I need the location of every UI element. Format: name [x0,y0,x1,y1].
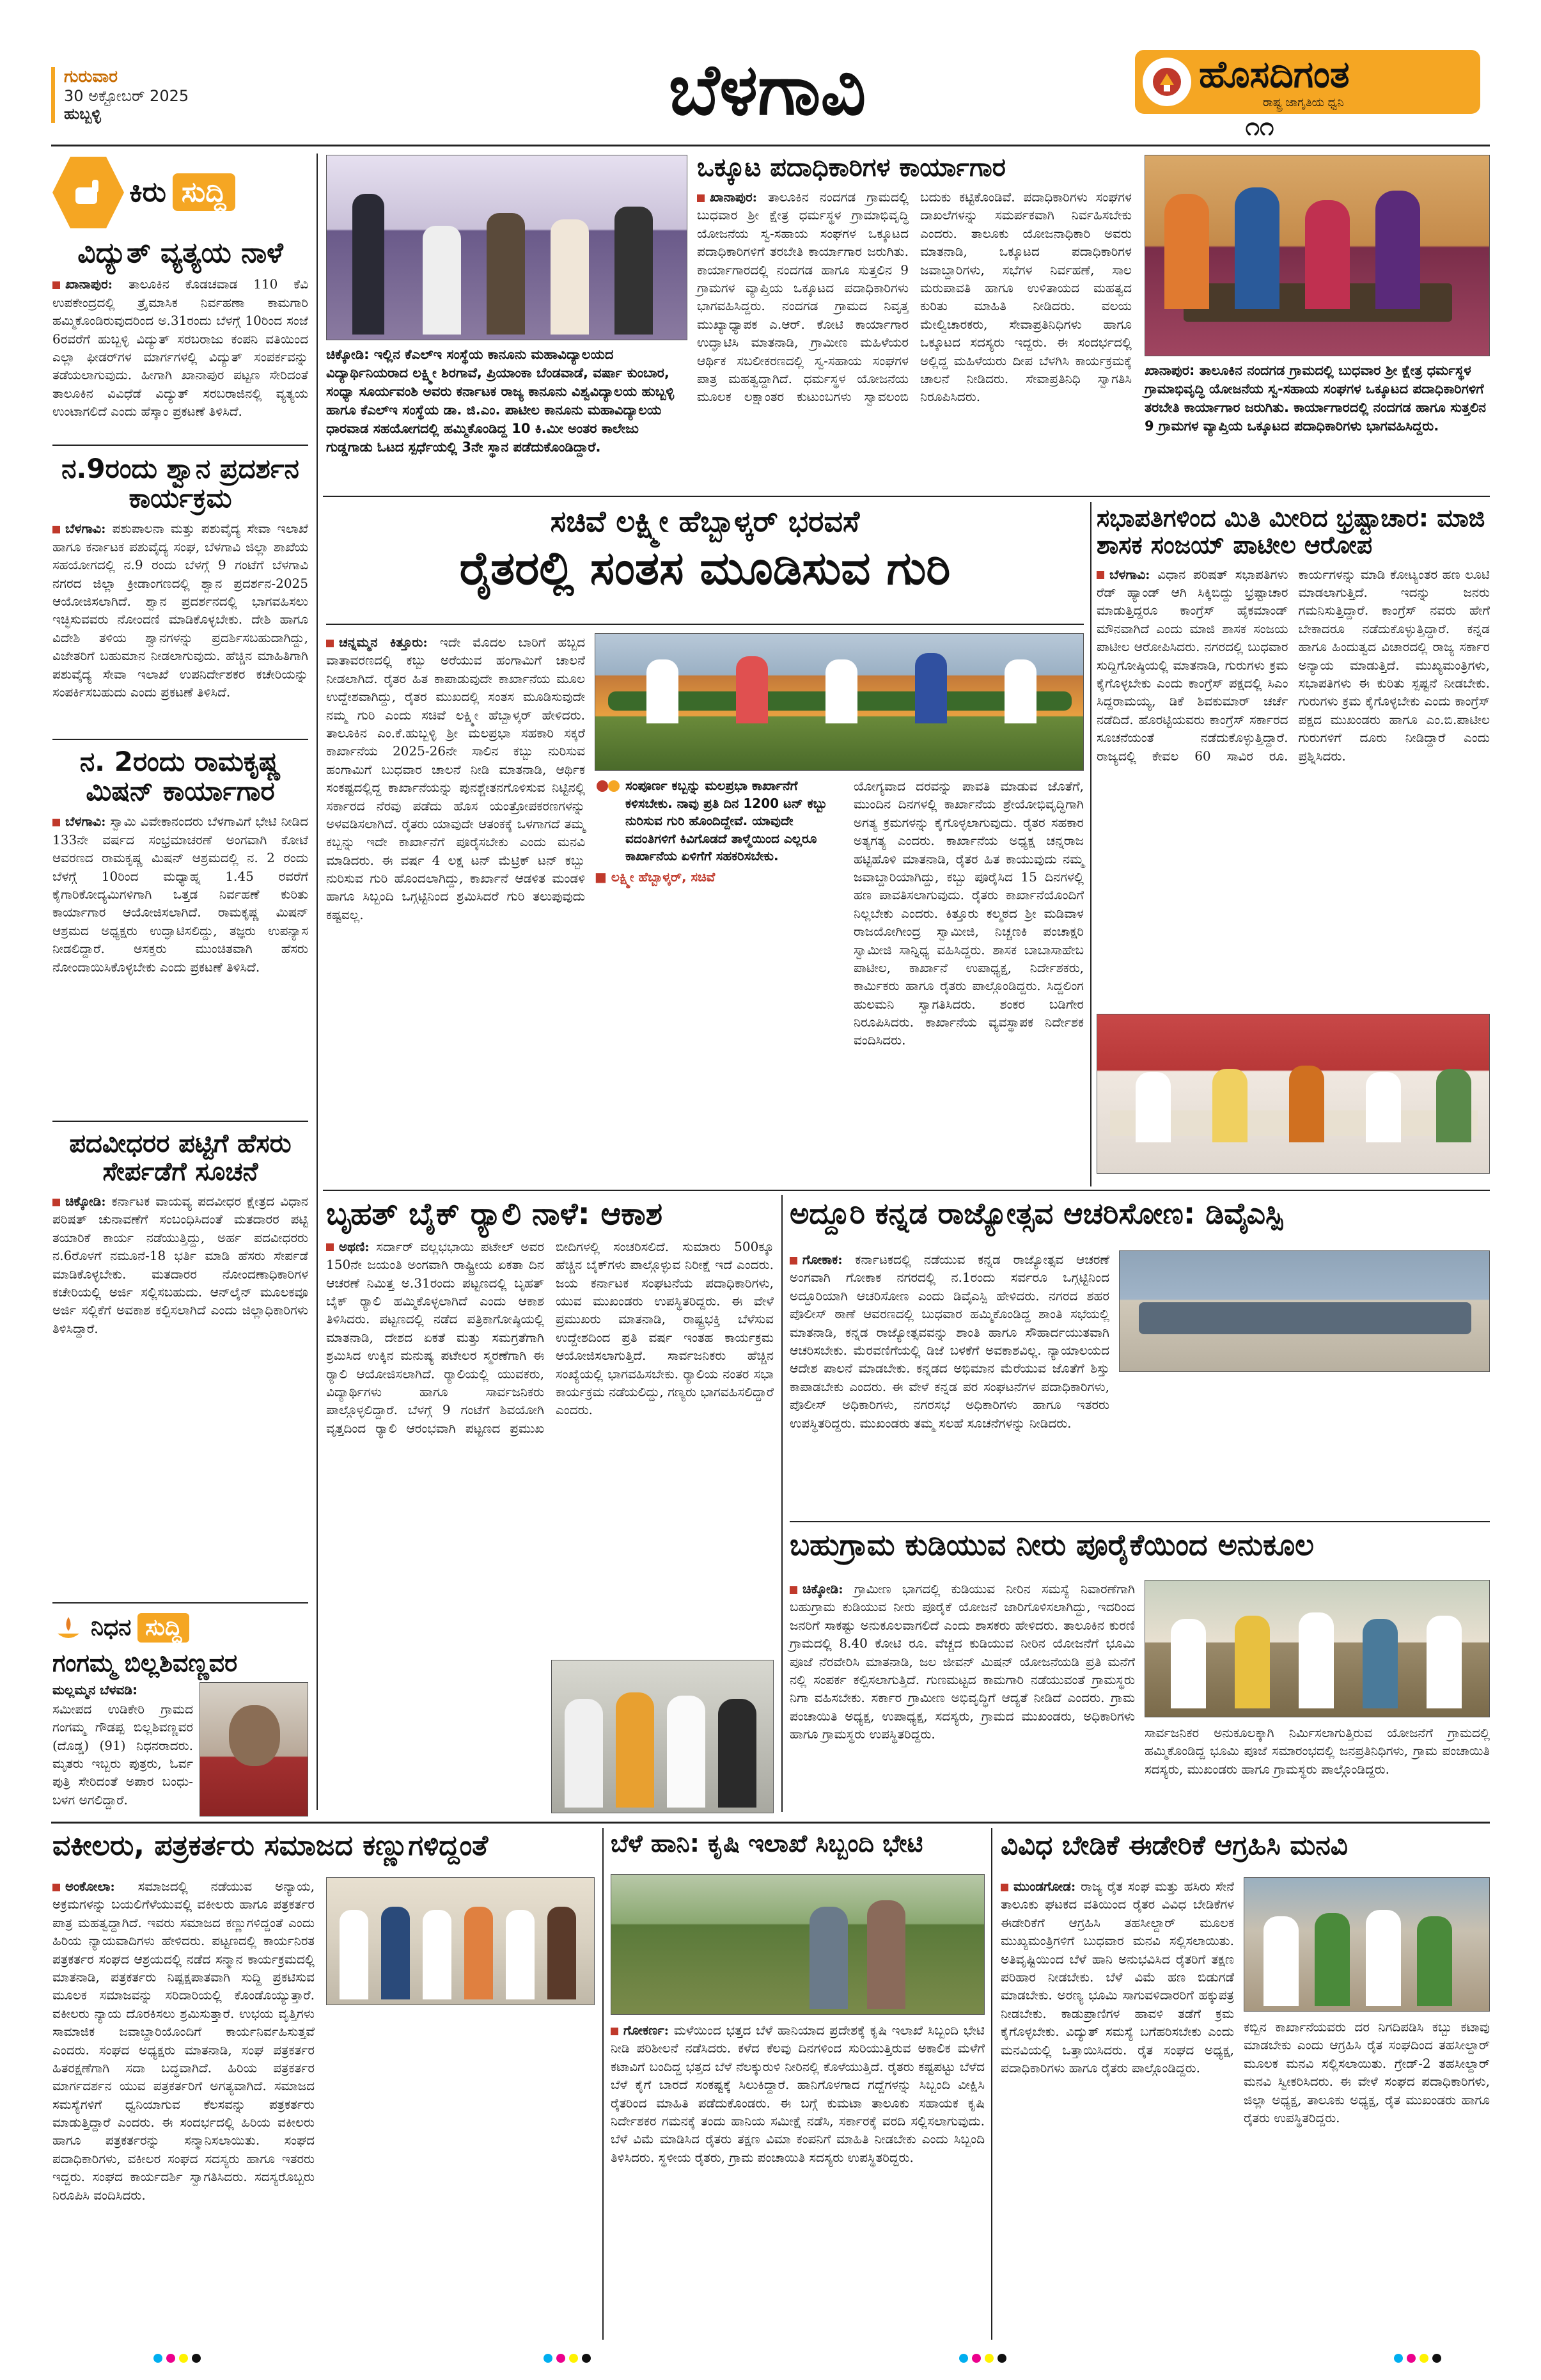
dateline: ಬೆಳಗಾವಿ: [1109,566,1150,582]
column-rule [991,1828,992,2340]
obit-body: ಸಮೀಪದ ಉಡಿಕೇರಿ ಗ್ರಾಮದ ಗಂಗಮ್ಮ ಗೌಡಪ್ಪ ಬಿಲ್ಲಶಿವಣ್ಣವರ (ದೊಡ್ಡ) (91) ನಿಧನರಾದರು. ಮೃತರು ಇಬ್ಬರು ಪುತ್ರರು, ಓರ್ವ ಪುತ್ರಿ ಸೇರಿದಂತೆ ಅಪಾರ ಬಂಧು-ಬಳಗ ಅಗಲಿದ್ದಾರೆ. [52,1701,193,1808]
bullet-icon [52,281,60,289]
registration-marks [959,2354,1006,2363]
column-rule [602,1828,604,2340]
dateline: ಚಿಕ್ಕೋಡಿ: [802,1581,843,1596]
story-headline: ಬಹುಗ್ರಾಮ ಕುಡಿಯುವ ನೀರು ಪೂರೈಕೆಯಿಂದ ಅನುಕೂಲ [790,1527,1314,1562]
bullet-icon [52,819,60,826]
brief-body [52,275,308,420]
quote-attribution: ■ ಲಕ್ಷ್ಮೀ ಹೆಬ್ಬಾಳ್ಕರ್, ಸಚಿವೆ [595,869,716,885]
bullet-icon [326,1243,334,1251]
dateline: ಅಥಣಿ: [339,1238,370,1254]
date-block [51,67,192,123]
divider [52,445,308,446]
story-text: ಗ್ರಾಮೀಣ ಭಾಗದಲ್ಲಿ ಕುಡಿಯುವ ನೀರಿನ ಸಮಸ್ಯೆ ನಿವಾರಣೆಗಾಗಿ ಬಹುಗ್ರಾಮ ಕುಡಿಯುವ ನೀರು ಪೂರೈಕೆ ಯೋಜನೆ ಜಾರಿಗೊಳಿಸಲಾಗಿದ್ದು, ಇದರಿಂದ ಜನರಿಗೆ ಸಾಕಷ್ಟು ಅನುಕೂಲವಾಗಲಿದೆ ಎಂದು ಶಾಸಕರು ಹೇಳಿದರು. ತಾಲೂಕಿನ ಕುರಣಿ ಗ್ರಾಮದಲ್ಲಿ 8.40 ಕೋಟಿ ರೂ. ವೆಚ್ಚದ ಕುಡಿಯುವ ನೀರಿನ ಯೋಜನೆಗೆ ಭೂಮಿ ಪೂಜೆ ನೆರವೇರಿಸಿ ಮಾತನಾಡಿ, ಜಲ ಜೀವನ್ ಮಿಷನ್ ಯೋಜನೆಯಡಿ ಪ್ರತಿ ಮನೆಗೆ ನಲ್ಲಿ ಸಂಪರ್ಕ ಕಲ್ಪಿಸಲಾಗುತ್ತಿದೆ. ಗುಣಮಟ್ಟದ ಕಾಮಗಾರಿ ನಡೆಯುವಂತೆ ಗ್ರಾಮಸ್ಥರು ನಿಗಾ ವಹಿಸಬೇಕು. ಸರ್ಕಾರ ಗ್ರಾಮೀಣ ಅಭಿವೃದ್ಧಿಗೆ ಆದ್ಯತೆ ನೀಡಿದೆ ಎಂದರು. ಗ್ರಾಮ ಪಂಚಾಯಿತಿ ಅಧ್ಯಕ್ಷ, ಉಪಾಧ್ಯಕ್ಷ, ಸದಸ್ಯರು, ಗ್ರಾಮದ ಮುಖಂಡರು, ಅಧಿಕಾರಿಗಳು ಹಾಗೂ ಗ್ರಾಮಸ್ಥರು ಉಪಸ್ಥಿತರಿದ್ದರು. [790,1581,1135,1742]
story-demands [1001,1831,1490,1868]
story-crop-damage [611,1831,985,1865]
obit-portrait [199,1682,308,1817]
divider [52,1121,308,1122]
kiru-badge [52,157,279,228]
brief-body [52,519,308,701]
obit-name: ಗಂಗಮ್ಮ ಬಿಲ್ಲಶಿವಣ್ಣವರ [52,1649,238,1677]
story-body [611,2021,985,2166]
dateline: ಖಾನಾಪುರ: [65,276,113,292]
date-label: 30 ಅಕ್ಟೋಬರ್ 2025 [64,87,189,105]
brief-headline: ಪದವೀಧರರ ಪಟ್ಟಿಗೆ ಹೆಸರು ಸೇರ್ಪಡೆಗೆ ಸೂಚನೆ [69,1129,292,1186]
brief-dog-show [52,454,308,701]
story-body [52,1877,315,2204]
masthead-rule [51,145,1490,146]
lead-quote-box [595,777,844,885]
lead-body-right: ಯೋಗ್ಯವಾದ ದರವನ್ನು ಪಾವತಿ ಮಾಡುವ ಜೊತೆಗೆ, ಮುಂದಿನ ದಿನಗಳಲ್ಲಿ ಕಾರ್ಖಾನೆಯ ಶ್ರೇಯೋಭಿವೃದ್ಧಿಗಾಗಿ ಅಗತ್ಯ ಕ್ರಮಗಳನ್ನು ಕೈಗೊಳ್ಳಲಾಗುವುದು. ರೈತರ ಸಹಕಾರ ಅತ್ಯಗತ್ಯ ಎಂದರು. ಕಾರ್ಖಾನೆಯ ಅಧ್ಯಕ್ಷ ಚನ್ನರಾಜ ಹಟ್ಟಿಹೊಳಿ ಮಾತನಾಡಿ, ರೈತರ ಹಿತ ಕಾಯುವುದು ನಮ್ಮ ಜವಾಬ್ದಾರಿಯಾಗಿದ್ದು, ಕಬ್ಬು ಪೂರೈಸಿದ 15 ದಿನಗಳಲ್ಲಿ ಹಣ ಪಾವತಿಸಲಾಗುವುದು. ರೈತರು ಕಾರ್ಖಾನೆಯೊಂದಿಗೆ ನಿಲ್ಲಬೇಕು ಎಂದರು. ಕಿತ್ತೂರು ಕಲ್ಮಠದ ಶ್ರೀ ಮಡಿವಾಳ ರಾಜಯೋಗೀಂದ್ರ ಸ್ವಾಮೀಜಿ, ನಿಚ್ಚಣಕಿ ಪಂಚಾಕ್ಷರಿ ಸ್ವಾಮೀಜಿ ಸಾನ್ನಿಧ್ಯ ವಹಿಸಿದ್ದರು. ಶಾಸಕ ಬಾಬಾಸಾಹೇಬ ಪಾಟೀಲ, ಕಾರ್ಖಾನೆ ಉಪಾಧ್ಯಕ್ಷ, ನಿರ್ದೇಶಕರು, ಕಾರ್ಮಿಕರು ಹಾಗೂ ರೈತರು ಪಾಲ್ಗೊಂಡಿದ್ದರು. ಸಿದ್ದಲಿಂಗ ಹುಲಮನಿ ಸ್ವಾಗತಿಸಿದರು. ಶಂಕರ ಬಡಿಗೇರ ನಿರೂಪಿಸಿದರು. ಕಾರ್ಖಾನೆಯ ವ್ಯವಸ್ಥಾಪಕ ನಿರ್ದೇಶಕ ವಂದಿಸಿದರು. [854,778,1084,1048]
lead-headline: ರೈತರಲ್ಲಿ ಸಂತಸ ಮೂಡಿಸುವ ಗುರಿ [459,540,951,595]
page-number: ೧೧ [1245,112,1274,141]
dateline: ಮುಂಡಗೋಡ: [1013,1879,1076,1894]
dateline: ಗೋಕಾಕ: [802,1252,843,1267]
brief-text: ತಾಲೂಕಿನ ಕೊಡಚವಾಡ 110 ಕೆವಿ ಉಪಕೇಂದ್ರದಲ್ಲಿ ತ್ರೈಮಾಸಿಕ ನಿರ್ವಹಣಾ ಕಾಮಗಾರಿ ಹಮ್ಮಿಕೊಂಡಿರುವುದರಿಂದ ಅ.31ರಂದು ಬೆಳಗ್ಗೆ 10ರಿಂದ ಸಂಜೆ 6ರವರೆಗೆ ಹುಬ್ಬಳ್ಳಿ ವಿದ್ಯುತ್ ಸರಬರಾಜು ಕಂಪನಿ ವತಿಯಿಂದ ಎಲ್ಲಾ ಫೀಡರ್‌ಗಳ ಮಾರ್ಗಗಳಲ್ಲಿ ವಿದ್ಯುತ್ ಸಂಪರ್ಕವನ್ನು ತಡೆಯಲಾಗುವುದು. ಹೀಗಾಗಿ ಖಾನಾಪುರ ಪಟ್ಟಣ ಸೇರಿದಂತೆ ತಾಲೂಕಿನ ವಿವಿಧೆಡೆ ವಿದ್ಯುತ್ ಸರಬರಾಜಿನಲ್ಲಿ ವ್ಯತ್ಯಯ ಉಂಟಾಗಲಿದೆ ಎಂದು ಹೆಸ್ಕಾಂ ಪ್ರಕಟಣೆ ತಿಳಿಸಿದೆ. [52,276,308,420]
story-text: ರಾಜ್ಯ ರೈತ ಸಂಘ ಮತ್ತು ಹಸಿರು ಸೇನೆ ತಾಲೂಕು ಘಟಕದ ವತಿಯಿಂದ ರೈತರ ವಿವಿಧ ಬೇಡಿಕೆಗಳ ಈಡೇರಿಕೆಗೆ ಆಗ್ರಹಿಸಿ ತಹಸೀಲ್ದಾರ್ ಮೂಲಕ ಮುಖ್ಯಮಂತ್ರಿಗಳಿಗೆ ಬುಧವಾರ ಮನವಿ ಸಲ್ಲಿಸಲಾಯಿತು. ಅತಿವೃಷ್ಟಿಯಿಂದ ಬೆಳೆ ಹಾನಿ ಅನುಭವಿಸಿದ ರೈತರಿಗೆ ತಕ್ಷಣ ಪರಿಹಾರ ನೀಡಬೇಕು. ಬೆಳೆ ವಿಮೆ ಹಣ ಬಿಡುಗಡೆ ಮಾಡಬೇಕು. ಅರಣ್ಯ ಭೂಮಿ ಸಾಗುವಳಿದಾರರಿಗೆ ಹಕ್ಕುಪತ್ರ ನೀಡಬೇಕು. ಕಾಡುಪ್ರಾಣಿಗಳ ಹಾವಳಿ ತಡೆಗೆ ಕ್ರಮ ಕೈಗೊಳ್ಳಬೇಕು. ವಿದ್ಯುತ್ ಸಮಸ್ಯೆ ಬಗೆಹರಿಸಬೇಕು ಎಂದು ಮನವಿಯಲ್ಲಿ ಒತ್ತಾಯಿಸಿದರು. ರೈತ ಸಂಘದ ಅಧ್ಯಕ್ಷ, ಪದಾಧಿಕಾರಿಗಳು ಹಾಗೂ ರೈತರು ಪಾಲ್ಗೊಂಡಿದ್ದರು. [1001,1879,1234,2076]
divider [790,1521,1490,1522]
brand-name: ಹೊಸದಿಗಂತ [1199,52,1350,96]
photo-memorandum [1244,1877,1490,2012]
suddi-label: ಸುದ್ದಿ [173,173,235,211]
hand-icon [52,157,124,228]
brief-text: ಪಶುಪಾಲನಾ ಮತ್ತು ಪಶುವೈದ್ಯ ಸೇವಾ ಇಲಾಖೆ ಹಾಗೂ ಕರ್ನಾಟಕ ಪಶುವೈದ್ಯ ಸಂಘ, ಬೆಳಗಾವಿ ಜಿಲ್ಲಾ ಶಾಖೆಯ ಸಹಯೋಗದಲ್ಲಿ ನ.9 ರಂದು ಬೆಳಗ್ಗೆ 9 ಗಂಟೆಗೆ ಬೆಳಗಾವಿ ನಗರದ ಜಿಲ್ಲಾ ಕ್ರೀಡಾಂಗಣದಲ್ಲಿ ಶ್ವಾನ ಪ್ರದರ್ಶನ-2025 ಆಯೋಜಿಸಲಾಗಿದೆ. ಶ್ವಾನ ಪ್ರದರ್ಶನದಲ್ಲಿ ಭಾಗವಹಿಸಲು ಇಚ್ಛಿಸುವವರು ನೋಂದಣಿ ಮಾಡಿಕೊಳ್ಳಬೇಕು. ದೇಶಿ ಹಾಗೂ ವಿದೇಶಿ ತಳಿಯ ಶ್ವಾನಗಳನ್ನು ಪ್ರದರ್ಶಿಸಬಹುದಾಗಿದ್ದು, ವಿಜೇತರಿಗೆ ಬಹುಮಾನ ನೀಡಲಾಗುವುದು. ಹೆಚ್ಚಿನ ಮಾಹಿತಿಗಾಗಿ ಪಶುವೈದ್ಯ ಸೇವಾ ಇಲಾಖೆ ಉಪನಿರ್ದೇಶಕರ ಕಚೇರಿಯನ್ನು ಸಂಪರ್ಕಿಸಬಹುದು ಎಂದು ಪ್ರಕಟಣೆ ತಿಳಿಸಿದೆ. [52,521,308,700]
kiru-label: ಕಿರು [129,175,166,209]
story-text: ಮಳೆಯಿಂದ ಭತ್ತದ ಬೆಳೆ ಹಾನಿಯಾದ ಪ್ರದೇಶಕ್ಕೆ ಕೃಷಿ ಇಲಾಖೆ ಸಿಬ್ಬಂದಿ ಭೇಟಿ ನೀಡಿ ಪರಿಶೀಲನೆ ನಡೆಸಿದರು. ಕಳೆದ ಕೆಲವು ದಿನಗಳಿಂದ ಸುರಿಯುತ್ತಿರುವ ಅಕಾಲಿಕ ಮಳೆಗೆ ಕಟಾವಿಗೆ ಬಂದಿದ್ದ ಭತ್ತದ ಬೆಳೆ ನೆಲಕ್ಕುರುಳಿ ನೀರಿನಲ್ಲಿ ಕೊಳೆಯುತ್ತಿದೆ. ರೈತರು ಕಷ್ಟಪಟ್ಟು ಬೆಳೆದ ಬೆಳೆ ಕೈಗೆ ಬಾರದೆ ಸಂಕಷ್ಟಕ್ಕೆ ಸಿಲುಕಿದ್ದಾರೆ. ಹಾನಿಗೊಳಗಾದ ಗದ್ದೆಗಳನ್ನು ಸಿಬ್ಬಂದಿ ವೀಕ್ಷಿಸಿ ರೈತರಿಂದ ಮಾಹಿತಿ ಪಡೆದುಕೊಂಡರು. ಈ ಬಗ್ಗೆ ಕುಮಟಾ ತಾಲೂಕು ಸಹಾಯಕ ಕೃಷಿ ನಿರ್ದೇಶಕರ ಗಮನಕ್ಕೆ ತಂದು ಹಾನಿಯ ಸಮೀಕ್ಷೆ ನಡೆಸಿ, ಸರ್ಕಾರಕ್ಕೆ ವರದಿ ಸಲ್ಲಿಸಲಾಗುವುದು. ಬೆಳೆ ವಿಮೆ ಮಾಡಿಸಿದ ರೈತರು ತಕ್ಷಣ ವಿಮಾ ಕಂಪನಿಗೆ ಮಾಹಿತಿ ನೀಡಬೇಕು ಎಂದು ಸಿಬ್ಬಂದಿ ತಿಳಿಸಿದರು. ಸ್ಥಳೀಯ ರೈತರು, ಗ್ರಾಮ ಪಂಚಾಯಿತಿ ಸದಸ್ಯರು ಉಪಸ್ಥಿತರಿದ್ದರು. [611,2022,985,2165]
photo-peace-meeting [1119,1250,1490,1372]
bullet-icon [326,640,334,647]
photo-law-college [326,155,687,340]
obit-label-2: ಸುದ್ದಿ [137,1613,189,1643]
lead-kicker: ಸಚಿವೆ ಲಕ್ಷ್ಮೀ ಹೆಬ್ಬಾಳ್ಕರ್ ಭರವಸೆ [550,504,860,539]
photo-press-meet [1097,1014,1490,1174]
photo-felicitation [326,1877,595,2005]
photo-sugar-factory [595,633,1084,771]
story-headline: ವಕೀಲರು, ಪತ್ರಕರ್ತರು ಸಮಾಜದ ಕಣ್ಣುಗಳಿದ್ದಂತೆ [52,1829,489,1862]
masthead [0,0,1541,144]
obit-subhead: ಮಲ್ಲಮ್ಮನ ಬೆಳವಡಿ: [52,1682,137,1698]
story-journalists [52,1831,596,1869]
story-body [326,1238,774,1437]
photo-shg-workshop [1145,155,1490,356]
lead-quote: ಸಂಪೂರ್ಣ ಕಬ್ಬನ್ನು ಮಲಪ್ರಭಾ ಕಾರ್ಖಾನೆಗೆ ಕಳಿಸಬೇಕು. ನಾವು ಪ್ರತಿ ದಿನ 1200 ಟನ್ ಕಬ್ಬು ನುರಿಸುವ ಗುರಿ ಹೊಂದಿದ್ದೇವೆ. ಯಾವುದೇ ವದಂತಿಗಳಿಗೆ ಕಿವಿಗೊಡದೆ ತಾಳ್ಮೆಯಿಂದ ಎಲ್ಲರೂ ಕಾರ್ಖಾನೆಯ ಏಳಿಗೆಗೆ ಸಹಕರಿಸಬೇಕು. [625,778,827,864]
brief-headline: ನ.9ರಂದು ಶ್ವಾನ ಪ್ರದರ್ಶನ ಕಾರ್ಯಕ್ರಮ [61,453,299,514]
dateline: ಅಂಕೋಲಾ: [65,1879,115,1894]
lamp-icon [52,1612,84,1644]
story-sanjay-patil [1097,505,1490,765]
quote-icon [595,777,620,803]
brief-headline: ನ. 2ರಂದು ರಾಮಕೃಷ್ಣ ಮಿಷನ್ ಕಾರ್ಯಾಗಾರ [79,746,281,807]
brand-logo-icon [1143,58,1191,106]
photo-bike-rally-team [551,1660,774,1813]
lead-body-left [326,633,585,924]
obit-label: ನಿಧನ [91,1614,132,1641]
column-rule [781,1195,783,1812]
dateline: ಖಾನಾಪುರ: [710,189,758,205]
dateline: ಚನ್ನಮ್ಮನ ಕಿತ್ತೂರು: [339,634,428,650]
story-text: ವಿಧಾನ ಪರಿಷತ್ ಸಭಾಪತಿಗಳು ರೆಡ್ ಹ್ಯಾಂಡ್ ಆಗಿ ಸಿಕ್ಕಿಬಿದ್ದು ಭ್ರಷ್ಟಾಚಾರ ಮಾಡುತ್ತಿದ್ದರೂ ಕಾಂಗ್ರೆಸ್ ಹೈಕಮಾಂಡ್ ಮೌನವಾಗಿದೆ ಎಂದು ಮಾಜಿ ಶಾಸಕ ಸಂಜಯ ಪಾಟೀಲ ಆರೋಪಿಸಿದರು. ನಗರದಲ್ಲಿ ಬುಧವಾರ ಸುದ್ದಿಗೋಷ್ಠಿಯಲ್ಲಿ ಮಾತನಾಡಿ, ಗುರುಗಳು ಕ್ರಮ ಕೈಗೊಳ್ಳಬೇಕು ಎಂದು ಕಾಂಗ್ರೆಸ್ ಪಕ್ಷದಲ್ಲಿ ಸಿಎಂ ಸಿದ್ದರಾಮಯ್ಯ, ಡಿಕೆ ಶಿವಕುಮಾರ್ ಚರ್ಚೆ ನಡೆದಿದೆ. ಹೊರಟ್ಟಿಯವರು ಕಾಂಗ್ರೆಸ್ ಸರ್ಕಾರದ ಸೂಚನೆಯಂತೆ ನಡೆದುಕೊಳ್ಳುತ್ತಿದ್ದಾರೆ. ರಾಜ್ಯದಲ್ಲಿ ಕೇವಲ 60 ಸಾವಿರ ರೂ. ಕಾರ್ಯಗಳನ್ನು ಮಾಡಿ ಕೋಟ್ಯಂತರ ಹಣ ಲೂಟಿ ಮಾಡಲಾಗುತ್ತಿದೆ. ಇದನ್ನು ಜನರು ಗಮನಿಸುತ್ತಿದ್ದಾರೆ. ಕಾಂಗ್ರೆಸ್ ನವರು ಹೇಗೆ ಬೇಕಾದರೂ ನಡೆದುಕೊಳ್ಳುತ್ತಿದ್ದಾರೆ. ಕನ್ನಡ ಹಾಗೂ ಹಿಂದುತ್ವದ ವಿಚಾರದಲ್ಲಿ ರಾಜ್ಯ ಸರ್ಕಾರ ಅನ್ಯಾಯ ಮಾಡುತ್ತಿದೆ. ಮುಖ್ಯಮಂತ್ರಿಗಳು, ಸಭಾಪತಿಗಳು ಈ ಕುರಿತು ಸ್ಪಷ್ಟನೆ ನೀಡಬೇಕು. ಗುರುಗಳು ಕ್ರಮ ಕೈಗೊಳ್ಳಬೇಕು ಎಂದು ಕಾಂಗ್ರೆಸ್ ಪಕ್ಷದ ಮುಖಂಡರು ಹಾಗೂ ಎಂ.ಬಿ.ಪಾಟೀಲ ಗುರುಗಳಿಗೆ ದೂರು ನೀಡಿದ್ದಾರೆ ಎಂದು ಪ್ರಶ್ನಿಸಿದರು. [1097,566,1490,764]
photo-caption: ಖಾನಾಪುರ: ತಾಲೂಕಿನ ನಂದಗಡ ಗ್ರಾಮದಲ್ಲಿ ಬುಧವಾರ ಶ್ರೀ ಕ್ಷೇತ್ರ ಧರ್ಮಸ್ಥಳ ಗ್ರಾಮಾಭಿವೃದ್ಧಿ ಯೋಜನೆಯ ಸ್ವ-ಸಹಾಯ ಸಂಘಗಳ ಒಕ್ಕೂಟದ ಪದಾಧಿಕಾರಿಗಳಿಗೆ ತರಬೇತಿ ಕಾರ್ಯಾಗಾರ ಜರುಗಿತು. ಕಾರ್ಯಾಗಾರದಲ್ಲಿ ನಂದಗಡ ಹಾಗೂ ಸುತ್ತಲಿನ 9 ಗ್ರಾಮಗಳ ವ್ಯಾಪ್ತಿಯ ಒಕ್ಕೂಟದ ಪದಾಧಿಕಾರಿಗಳು ಭಾಗವಹಿಸಿದ್ದರು. [1145,363,1486,434]
obit-badge [52,1612,308,1644]
divider [323,496,1490,497]
day-label: ಗುರುವಾರ [64,67,118,86]
story-workshop [697,154,1132,406]
story-body [1001,1877,1234,2077]
story-body [790,1580,1135,1744]
story-body [790,1250,1109,1432]
registration-marks [1394,2354,1441,2363]
story-headline: ವಿವಿಧ ಬೇಡಿಕೆ ಈಡೇರಿಕೆ ಆಗ್ರಹಿಸಿ ಮನವಿ [1001,1829,1348,1861]
bullet-icon [697,194,705,202]
dateline: ಬೆಳಗಾವಿ: [65,521,106,537]
kiru-label-box [129,169,235,214]
story-water-supply [790,1529,1490,1568]
brief-graduates [52,1130,308,1337]
divider [323,1190,1490,1191]
divider [52,1602,308,1604]
brief-text: ಸ್ವಾಮಿ ವಿವೇಕಾನಂದರು ಬೆಳಗಾವಿಗೆ ಭೇಟಿ ನೀಡಿದ 133ನೇ ವರ್ಷದ ಸಂಭ್ರಮಾಚರಣೆ ಅಂಗವಾಗಿ ಕೋಟೆ ಆವರಣದ ರಾಮಕೃಷ್ಣ ಮಿಷನ್ ಆಶ್ರಮದಲ್ಲಿ ನ. 2 ರಂದು ಬೆಳಗ್ಗೆ 10ರಿಂದ ಮಧ್ಯಾಹ್ನ 1.45 ರವರೆಗೆ ಕೈಗಾರಿಕೋದ್ಯಮಿಗಳಿಗಾಗಿ ಒತ್ತಡ ನಿರ್ವಹಣೆ ಕುರಿತು ಕಾರ್ಯಾಗಾರ ಆಯೋಜಿಸಲಾಗಿದೆ. ರಾಮಕೃಷ್ಣ ಮಿಷನ್ ಆಶ್ರಮದ ಅಧ್ಯಕ್ಷರು ಉದ್ಘಾಟಿಸಲಿದ್ದು, ತಜ್ಞರು ಉಪನ್ಯಾಸ ನೀಡಲಿದ್ದಾರೆ. ಆಸಕ್ತರು ಮುಂಚಿತವಾಗಿ ಹೆಸರು ನೋಂದಾಯಿಸಿಕೊಳ್ಳಬೇಕು ಎಂದು ಪ್ರಕಟಣೆ ತಿಳಿಸಿದೆ. [52,814,308,975]
dateline: ಬೆಳಗಾವಿ: [65,814,106,830]
photo-caption: ಚಿಕ್ಕೋಡಿ: ಇಲ್ಲಿನ ಕೆಎಲ್‌ಇ ಸಂಸ್ಥೆಯ ಕಾನೂನು ಮಹಾವಿದ್ಯಾಲಯದ ವಿದ್ಯಾರ್ಥಿನಿಯರಾದ ಲಕ್ಷ್ಮೀ ಶಿರಗಾವೆ, ಪ್ರಿಯಾಂಕಾ ಬೆಂಡವಾಡೆ, ವರ್ಷಾ ಕುಂಬಾರ, ಸಂಧ್ಯಾ ಸೂರ್ಯವಂಶಿ ಅವರು ಕರ್ನಾಟಕ ರಾಜ್ಯ ಕಾನೂನು ವಿಶ್ವವಿದ್ಯಾಲಯ ಹುಬ್ಬಳ್ಳಿ ಹಾಗೂ ಕೆಎಲ್‌ಇ ಸಂಸ್ಥೆಯ ಡಾ. ಜಿ.ಎಂ. ಪಾಟೀಲ ಕಾನೂನು ಮಹಾವಿದ್ಯಾಲಯ ಧಾರವಾಡ ಸಹಯೋಗದಲ್ಲಿ ಹಮ್ಮಿಕೊಂಡಿದ್ದ 10 ಕಿ.ಮೀ ಅಂತರ ಕಾಲೇಜು ಗುಡ್ಡಗಾಡು ಓಟದ ಸ್ಪರ್ಧೆಯಲ್ಲಿ 3ನೇ ಸ್ಥಾನ ಪಡೆದುಕೊಂಡಿದ್ದಾರೆ. [326,347,675,455]
story-text: ಕರ್ನಾಟಕದಲ್ಲಿ ನಡೆಯುವ ಕನ್ನಡ ರಾಜ್ಯೋತ್ಸವ ಆಚರಣೆ ಅಂಗವಾಗಿ ಗೋಕಾಕ ನಗರದಲ್ಲಿ ನ.1ರಂದು ಸರ್ವರೂ ಒಗ್ಗಟ್ಟಿನಿಂದ ಅದ್ದೂರಿಯಾಗಿ ಆಚರಿಸೋಣ ಎಂದು ಡಿವೈಎಸ್ಪಿ ಹೇಳಿದರು. ನಗರದ ಶಹರ ಪೊಲೀಸ್ ಠಾಣೆ ಆವರಣದಲ್ಲಿ ಬುಧವಾರ ಹಮ್ಮಿಕೊಂಡಿದ್ದ ಶಾಂತಿ ಸಭೆಯಲ್ಲಿ ಮಾತನಾಡಿ, ಕನ್ನಡ ರಾಜ್ಯೋತ್ಸವವನ್ನು ಶಾಂತಿ ಹಾಗೂ ಸೌಹಾರ್ದಯುತವಾಗಿ ಆಚರಿಸಬೇಕು. ಮೆರವಣಿಗೆಯಲ್ಲಿ ಡಿಜೆ ಬಳಕೆಗೆ ಅವಕಾಶವಿಲ್ಲ. ನ್ಯಾಯಾಲಯದ ಆದೇಶ ಪಾಲನೆ ಮಾಡಬೇಕು. ಕನ್ನಡದ ಅಭಿಮಾನ ಮೆರೆಯುವ ಜೊತೆಗೆ ಶಿಸ್ತು ಕಾಪಾಡಬೇಕು ಎಂದರು. ಈ ವೇಳೆ ಕನ್ನಡ ಪರ ಸಂಘಟನೆಗಳ ಪದಾಧಿಕಾರಿಗಳು, ಪೊಲೀಸ್ ಅಧಿಕಾರಿಗಳು, ನಗರಸಭೆ ಅಧಿಕಾರಿಗಳು ಹಾಗೂ ಇತರರು ಉಪಸ್ಥಿತರಿದ್ದರು. ಮುಖಂಡರು ತಮ್ಮ ಸಲಹೆ ಸೂಚನೆಗಳನ್ನು ನೀಡಿದರು. [790,1252,1109,1431]
story-headline: ಒಕ್ಕೂಟ ಪದಾಧಿಕಾರಿಗಳ ಕಾರ್ಯಾಗಾರ [697,153,1006,182]
brief-power-cut [52,238,308,421]
bullet-icon [52,526,60,533]
brand-badge [1135,50,1480,114]
bullet-icon [52,1199,60,1206]
bullet-icon [611,2028,618,2035]
story-headline: ಅದ್ದೂರಿ ಕನ್ನಡ ರಾಜ್ಯೋತ್ಸವ ಆಚರಿಸೋಣ: ಡಿವೈಎಸ್ಪಿ [790,1196,1283,1231]
column-rule [1090,502,1091,1186]
city-label: ಹುಬ್ಬಳ್ಳಿ [64,105,101,123]
photo-caption: ಸಾರ್ವಜನಿಕರ ಅನುಕೂಲಕ್ಕಾಗಿ ನಿರ್ಮಿಸಲಾಗುತ್ತಿರುವ ಯೋಜನೆಗೆ ಗ್ರಾಮದಲ್ಲಿ ಹಮ್ಮಿಕೊಂಡಿದ್ದ ಭೂಮಿ ಪೂಜೆ ಸಮಾರಂಭದಲ್ಲಿ ಜನಪ್ರತಿನಿಧಿಗಳು, ಗ್ರಾಮ ಪಂಚಾಯಿತಿ ಸದಸ್ಯರು, ಮುಖಂಡರು ಹಾಗೂ ಗ್ರಾಮಸ್ಥರು ಪಾಲ್ಗೊಂಡಿದ್ದರು. [1145,1725,1490,1777]
dateline: ಚಿಕ್ಕೋಡಿ: [65,1194,106,1209]
bullet-icon [790,1257,797,1265]
story-body [697,188,1132,406]
column-rule [317,154,318,1810]
photo-paddy-field [611,1874,985,2015]
story-text: ಸಮಾಜದಲ್ಲಿ ನಡೆಯುವ ಅನ್ಯಾಯ, ಅಕ್ರಮಗಳನ್ನು ಬಯಲಿಗೆಳೆಯುವಲ್ಲಿ ವಕೀಲರು ಹಾಗೂ ಪತ್ರಕರ್ತರ ಪಾತ್ರ ಮಹತ್ವದ್ದಾಗಿದೆ. ಇವರು ಸಮಾಜದ ಕಣ್ಣುಗಳಿದ್ದಂತೆ ಎಂದು ಹಿರಿಯ ನ್ಯಾಯವಾದಿಗಳು ಹೇಳಿದರು. ಪಟ್ಟಣದಲ್ಲಿ ಕಾರ್ಯನಿರತ ಪತ್ರಕರ್ತರ ಸಂಘದ ಆಶ್ರಯದಲ್ಲಿ ನಡೆದ ಸನ್ಮಾನ ಕಾರ್ಯಕ್ರಮದಲ್ಲಿ ಮಾತನಾಡಿ, ಪತ್ರಕರ್ತರು ನಿಷ್ಪಕ್ಷಪಾತವಾಗಿ ಸುದ್ದಿ ಪ್ರಕಟಿಸುವ ಮೂಲಕ ಸಮಾಜವನ್ನು ಸರಿದಾರಿಯಲ್ಲಿ ಕೊಂಡೊಯ್ಯುತ್ತಾರೆ. ವಕೀಲರು ನ್ಯಾಯ ದೊರಕಿಸಲು ಶ್ರಮಿಸುತ್ತಾರೆ. ಉಭಯ ವೃತ್ತಿಗಳು ಸಾಮಾಜಿಕ ಜವಾಬ್ದಾರಿಯೊಂದಿಗೆ ಕಾರ್ಯನಿರ್ವಹಿಸುತ್ತವೆ ಎಂದರು. ಸಂಘದ ಅಧ್ಯಕ್ಷರು ಮಾತನಾಡಿ, ಸಂಘ ಪತ್ರಕರ್ತರ ಹಿತರಕ್ಷಣೆಗಾಗಿ ಸದಾ ಬದ್ಧವಾಗಿದೆ. ಹಿರಿಯ ಪತ್ರಕರ್ತರ ಮಾರ್ಗದರ್ಶನ ಯುವ ಪತ್ರಕರ್ತರಿಗೆ ಅಗತ್ಯವಾಗಿದೆ. ಸಮಾಜದ ಸಮಸ್ಯೆಗಳಿಗೆ ಧ್ವನಿಯಾಗುವ ಕೆಲಸವನ್ನು ಪತ್ರಕರ್ತರು ಮಾಡುತ್ತಿದ್ದಾರೆ ಎಂದರು. ಈ ಸಂದರ್ಭದಲ್ಲಿ ಹಿರಿಯ ವಕೀಲರು ಹಾಗೂ ಪತ್ರಕರ್ತರನ್ನು ಸನ್ಮಾನಿಸಲಾಯಿತು. ಸಂಘದ ಪದಾಧಿಕಾರಿಗಳು, ವಕೀಲರ ಸಂಘದ ಸದಸ್ಯರು ಹಾಗೂ ಇತರರು ಇದ್ದರು. ಸಂಘದ ಕಾರ್ಯದರ್ಶಿ ಸ್ವಾಗತಿಸಿದರು. ಸದಸ್ಯರೊಬ್ಬರು ನಿರೂಪಿಸಿ ವಂದಿಸಿದರು. [52,1879,315,2203]
obituary [52,1612,308,1817]
brief-body [52,1192,308,1337]
story-rajyotsava [790,1197,1490,1236]
bullet-icon [1097,571,1104,579]
bullet-icon [1001,1884,1008,1891]
brief-text: ಕರ್ನಾಟಕ ವಾಯವ್ಯ ಪದವೀಧರ ಕ್ಷೇತ್ರದ ವಿಧಾನ ಪರಿಷತ್ ಚುನಾವಣೆಗೆ ಸಂಬಂಧಿಸಿದಂತೆ ಮತದಾರರ ಪಟ್ಟಿ ತಯಾರಿಕೆ ಕಾರ್ಯ ನಡೆಯುತ್ತಿದ್ದು, ಅರ್ಹ ಪದವೀಧರರು ನ.6ರೊಳಗೆ ನಮೂನೆ-18 ಭರ್ತಿ ಮಾಡಿ ಹೆಸರು ಸೇರ್ಪಡೆ ಮಾಡಿಕೊಳ್ಳಬೇಕು. ಮತದಾರರ ನೋಂದಣಾಧಿಕಾರಿಗಳ ಕಚೇರಿಯಲ್ಲಿ ಅರ್ಜಿ ಸಲ್ಲಿಸಬಹುದು. ಆನ್‌ಲೈನ್ ಮೂಲಕವೂ ಅರ್ಜಿ ಸಲ್ಲಿಕೆಗೆ ಅವಕಾಶ ಕಲ್ಪಿಸಲಾಗಿದೆ ಎಂದು ಜಿಲ್ಲಾಧಿಕಾರಿಗಳು ತಿಳಿಸಿದ್ದಾರೆ. [52,1194,308,1336]
divider [51,1822,1490,1824]
story-text: ಸರ್ದಾರ್ ವಲ್ಲಭಭಾಯಿ ಪಟೇಲ್ ಅವರ 150ನೇ ಜಯಂತಿ ಅಂಗವಾಗಿ ರಾಷ್ಟ್ರೀಯ ಏಕತಾ ದಿನ ಆಚರಣೆ ನಿಮಿತ್ತ ಅ.31ರಂದು ಪಟ್ಟಣದಲ್ಲಿ ಬೃಹತ್ ಬೈಕ್ ರ‍್ಯಾಲಿ ಹಮ್ಮಿಕೊಳ್ಳಲಾಗಿದೆ ಎಂದು ಆಕಾಶ ತಿಳಿಸಿದರು. ಪಟ್ಟಣದಲ್ಲಿ ನಡೆದ ಪತ್ರಿಕಾಗೋಷ್ಠಿಯಲ್ಲಿ ಮಾತನಾಡಿ, ದೇಶದ ಏಕತೆ ಮತ್ತು ಸಮಗ್ರತೆಗಾಗಿ ಶ್ರಮಿಸಿದ ಉಕ್ಕಿನ ಮನುಷ್ಯ ಪಟೇಲರ ಸ್ಮರಣೆಗಾಗಿ ಈ ರ‍್ಯಾಲಿ ಆಯೋಜಿಸಲಾಗಿದೆ. ರ‍್ಯಾಲಿಯಲ್ಲಿ ಯುವಕರು, ವಿದ್ಯಾರ್ಥಿಗಳು ಹಾಗೂ ಸಾರ್ವಜನಿಕರು ಪಾಲ್ಗೊಳ್ಳಲಿದ್ದಾರೆ. ಬೆಳಗ್ಗೆ 9 ಗಂಟೆಗೆ ಶಿವಯೋಗಿ ವೃತ್ತದಿಂದ ರ‍್ಯಾಲಿ ಆರಂಭವಾಗಿ ಪಟ್ಟಣದ ಪ್ರಮುಖ ಬೀದಿಗಳಲ್ಲಿ ಸಂಚರಿಸಲಿದೆ. ಸುಮಾರು 500ಕ್ಕೂ ಹೆಚ್ಚಿನ ಬೈಕ್‌ಗಳು ಪಾಲ್ಗೊಳ್ಳುವ ನಿರೀಕ್ಷೆ ಇದೆ ಎಂದರು. ಜಯ ಕರ್ನಾಟಕ ಸಂಘಟನೆಯ ಪದಾಧಿಕಾರಿಗಳು, ಯುವ ಮುಖಂಡರು ಉಪಸ್ಥಿತರಿದ್ದರು. ಈ ವೇಳೆ ಪ್ರಮುಖರು ಮಾತನಾಡಿ, ರಾಷ್ಟ್ರಭಕ್ತಿ ಬೆಳೆಸುವ ಉದ್ದೇಶದಿಂದ ಪ್ರತಿ ವರ್ಷ ಇಂತಹ ಕಾರ್ಯಕ್ರಮ ಆಯೋಜಿಸಲಾಗುತ್ತಿದೆ. ಸಾರ್ವಜನಿಕರು ಹೆಚ್ಚಿನ ಸಂಖ್ಯೆಯಲ್ಲಿ ಭಾಗವಹಿಸಬೇಕು. ರ‍್ಯಾಲಿಯ ನಂತರ ಸಭಾ ಕಾರ್ಯಕ್ರಮ ನಡೆಯಲಿದ್ದು, ಗಣ್ಯರು ಭಾಗವಹಿಸಲಿದ್ದಾರೆ ಎಂದರು. [326,1238,774,1436]
photo-bhoomi-pooja [1145,1580,1490,1717]
registration-marks [153,2354,201,2363]
story-headline: ಬೆಳೆ ಹಾನಿ: ಕೃಷಿ ಇಲಾಖೆ ಸಿಬ್ಬಂದಿ ಭೇಟಿ [611,1829,923,1857]
lead-text: ಇದೇ ಮೊದಲ ಬಾರಿಗೆ ಹಬ್ಬದ ವಾತಾವರಣದಲ್ಲಿ ಕಬ್ಬು ಅರೆಯುವ ಹಂಗಾಮಿಗೆ ಚಾಲನೆ ನೀಡಲಾಗಿದೆ. ರೈತರ ಹಿತ ಕಾಪಾಡುವುದೇ ಕಾರ್ಖಾನೆಯ ಮೂಲ ಉದ್ದೇಶವಾಗಿದ್ದು, ರೈತರ ಮುಖದಲ್ಲಿ ಸಂತಸ ಮೂಡಿಸುವುದೇ ನಮ್ಮ ಗುರಿ ಎಂದು ಸಚಿವೆ ಲಕ್ಷ್ಮೀ ಹೆಬ್ಬಾಳ್ಕರ್ ಹೇಳಿದರು. ತಾಲೂಕಿನ ಎಂ.ಕೆ.ಹುಬ್ಬಳ್ಳಿ ಶ್ರೀ ಮಲಪ್ರಭಾ ಸಹಕಾರಿ ಸಕ್ಕರೆ ಕಾರ್ಖಾನೆಯ 2025-26ನೇ ಸಾಲಿನ ಕಬ್ಬು ನುರಿಸುವ ಹಂಗಾಮಿಗೆ ಬುಧವಾರ ಚಾಲನೆ ನೀಡಿ ಮಾತನಾಡಿ, ಆರ್ಥಿಕ ಸಂಕಷ್ಟದಲ್ಲಿದ್ದ ಕಾರ್ಖಾನೆಯನ್ನು ಪುನಶ್ಚೇತನಗೊಳಿಸುವ ನಿಟ್ಟಿನಲ್ಲಿ ಸರ್ಕಾರದ ನೆರವು ಪಡೆದು ಹೊಸ ಯಂತ್ರೋಪಕರಣಗಳನ್ನು ಅಳವಡಿಸಲಾಗಿದೆ. ರೈತರು ಯಾವುದೇ ಆತಂಕಕ್ಕೆ ಒಳಗಾಗದೆ ತಮ್ಮ ಕಬ್ಬನ್ನು ಇದೇ ಕಾರ್ಖಾನೆಗೆ ಪೂರೈಸಬೇಕು ಎಂದು ಮನವಿ ಮಾಡಿದರು. ಈ ವರ್ಷ 4 ಲಕ್ಷ ಟನ್ ಮೆಟ್ರಿಕ್ ಟನ್ ಕಬ್ಬು ನುರಿಸುವ ಗುರಿ ಹೊಂದಲಾಗಿದ್ದು, ಕಾರ್ಖಾನೆ ಆಡಳಿತ ಮಂಡಳಿ ಹಾಗೂ ಸಿಬ್ಬಂದಿ ಒಗ್ಗಟ್ಟಿನಿಂದ ಶ್ರಮಿಸಿದರೆ ಗುರಿ ತಲುಪುವುದು ಕಷ್ಟವಲ್ಲ. [326,634,586,922]
lead-story [326,505,1084,594]
story-bike-rally [326,1197,774,1437]
photo-caption: ಕಬ್ಬಿನ ಕಾರ್ಖಾನೆಯವರು ದರ ನಿಗದಿಪಡಿಸಿ ಕಬ್ಬು ಕಟಾವು ಮಾಡಬೇಕು ಎಂದು ಆಗ್ರಹಿಸಿ ರೈತ ಸಂಘದಿಂದ ತಹಸೀಲ್ದಾರ್ ಮೂಲಕ ಮನವಿ ಸಲ್ಲಿಸಲಾಯಿತು. ಗ್ರೇಡ್-2 ತಹಸೀಲ್ದಾರ್ ಮನವಿ ಸ್ವೀಕರಿಸಿದರು. ಈ ವೇಳೆ ಸಂಘದ ಪದಾಧಿಕಾರಿಗಳು, ಜಿಲ್ಲಾ ಅಧ್ಯಕ್ಷ, ತಾಲೂಕು ಅಧ್ಯಕ್ಷ, ರೈತ ಮುಖಂಡರು ಹಾಗೂ ರೈತರು ಉಪಸ್ಥಿತರಿದ್ದರು. [1244,2019,1490,2125]
registration-marks [544,2354,591,2363]
brief-headline: ವಿದ್ಯುತ್ ವ್ಯತ್ಯಯ ನಾಳೆ [77,237,283,269]
story-body [1097,565,1490,765]
story-headline: ಸಭಾಪತಿಗಳಿಂದ ಮಿತಿ ಮೀರಿದ ಭ್ರಷ್ಟಾಚಾರ: ಮಾಜಿ ಶಾಸಕ ಸಂಜಯ್ ಪಾಟೀಲ ಆರೋಪ [1097,504,1485,559]
divider [52,739,308,740]
brief-ramakrishna [52,747,308,976]
attribution-text: ಲಕ್ಷ್ಮೀ ಹೆಬ್ಬಾಳ್ಕರ್, ಸಚಿವೆ [611,869,716,885]
story-headline: ಬೃಹತ್ ಬೈಕ್ ರ‍್ಯಾಲಿ ನಾಳೆ: ಆಕಾಶ [326,1196,663,1232]
bullet-icon [52,1884,60,1891]
brand-tagline: ರಾಷ್ಟ್ರ ಜಾಗೃತಿಯ ಧ್ವನಿ [1263,96,1344,109]
section-title: ಬೆಳಗಾವಿ [668,49,866,130]
divider [326,624,1084,625]
brief-body [52,812,308,976]
story-text: ತಾಲೂಕಿನ ನಂದಗಡ ಗ್ರಾಮದಲ್ಲಿ ಬುಧವಾರ ಶ್ರೀ ಕ್ಷೇತ್ರ ಧರ್ಮಸ್ಥಳ ಗ್ರಾಮಾಭಿವೃದ್ಧಿ ಯೋಜನೆಯ ಸ್ವ-ಸಹಾಯ ಸಂಘಗಳ ಒಕ್ಕೂಟದ ಪದಾಧಿಕಾರಿಗಳಿಗೆ ತರಬೇತಿ ಕಾರ್ಯಾಗಾರ ಜರುಗಿತು. ಕಾರ್ಯಾಗಾರದಲ್ಲಿ ನಂದಗಡ ಹಾಗೂ ಸುತ್ತಲಿನ 9 ಗ್ರಾಮಗಳ ವ್ಯಾಪ್ತಿಯ ಒಕ್ಕೂಟದ ಪದಾಧಿಕಾರಿಗಳು ಭಾಗವಹಿಸಿದ್ದರು. ನಂದಗಡ ಗ್ರಾಮದ ನಿವೃತ್ತ ಮುಖ್ಯಾಧ್ಯಾಪಕ ಎ.ಆರ್. ಕೋಟಿ ಕಾರ್ಯಾಗಾರ ಉದ್ಘಾಟಿಸಿ ಮಾತನಾಡಿ, ಗ್ರಾಮೀಣ ಮಹಿಳೆಯರ ಆರ್ಥಿಕ ಸಬಲೀಕರಣದಲ್ಲಿ ಸ್ವ-ಸಹಾಯ ಸಂಘಗಳ ಪಾತ್ರ ಮಹತ್ವದ್ದಾಗಿದೆ. ಧರ್ಮಸ್ಥಳ ಯೋಜನೆಯ ಮೂಲಕ ಲಕ್ಷಾಂತರ ಕುಟುಂಬಗಳು ಸ್ವಾವಲಂಬಿ ಬದುಕು ಕಟ್ಟಿಕೊಂಡಿವೆ. ಪದಾಧಿಕಾರಿಗಳು ಸಂಘಗಳ ದಾಖಲೆಗಳನ್ನು ಸಮರ್ಪಕವಾಗಿ ನಿರ್ವಹಿಸಬೇಕು ಎಂದರು. ತಾಲೂಕು ಯೋಜನಾಧಿಕಾರಿ ಅವರು ಮಾತನಾಡಿ, ಒಕ್ಕೂಟದ ಪದಾಧಿಕಾರಿಗಳ ಜವಾಬ್ದಾರಿಗಳು, ಸಭೆಗಳ ನಿರ್ವಹಣೆ, ಸಾಲ ಮರುಪಾವತಿ ಹಾಗೂ ಉಳಿತಾಯದ ಮಹತ್ವದ ಕುರಿತು ಮಾಹಿತಿ ನೀಡಿದರು. ವಲಯ ಮೇಲ್ವಿಚಾರಕರು, ಸೇವಾಪ್ರತಿನಿಧಿಗಳು ಹಾಗೂ ಒಕ್ಕೂಟದ ಸದಸ್ಯರು ಇದ್ದರು. ಈ ಸಂದರ್ಭದಲ್ಲಿ ಅಲ್ಲಿದ್ದ ಮಹಿಳೆಯರು ದೀಪ ಬೆಳಗಿಸಿ ಕಾರ್ಯಕ್ರಮಕ್ಕೆ ಚಾಲನೆ ನೀಡಿದರು. ಸೇವಾಪ್ರತಿನಿಧಿ ಸ್ವಾಗತಿಸಿ ನಿರೂಪಿಸಿದರು. [697,189,1132,405]
bullet-icon [790,1586,797,1594]
dateline: ಗೋಕರ್ಣ: [623,2022,669,2038]
